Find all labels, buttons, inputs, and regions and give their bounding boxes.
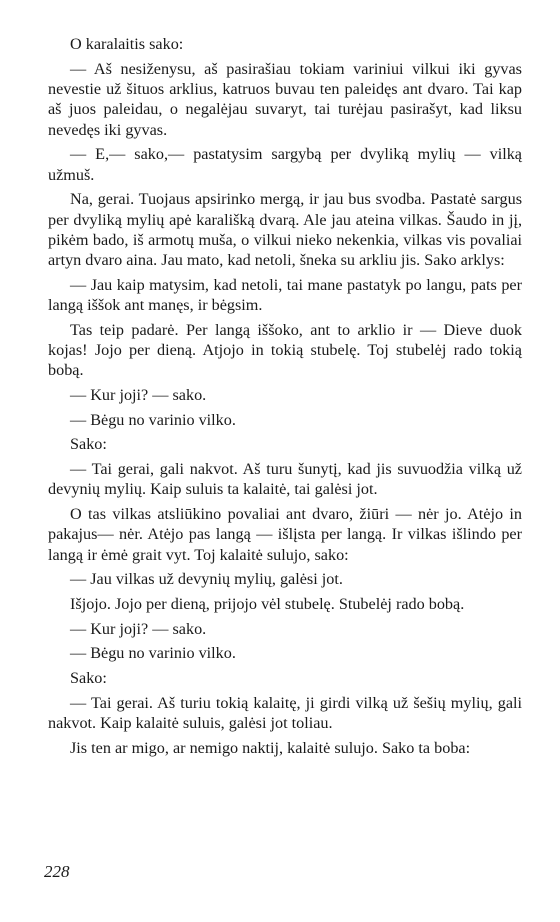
- paragraph: Sako:: [70, 435, 107, 454]
- paragraph: — Jau kaip matysim, kad netoli, tai mane pastatyk po langu, pats per langą iššok ant manęs, ir bėgsim.: [48, 275, 522, 315]
- paragraph: Na, gerai. Tuojaus apsirinko mergą, ir jau bus svodba. Pastatė sargus per dvyliką mylių apė karališką dvarą. Ale jau ateina vilkas. Šaudo in jį, pikėm bado, iš armotų muša, o vilkui nieko nekenkia, vilkas vis povaliai artyn dvaro aina. Jau mato, kad netoli, šneka su arkliu jis. Sako arklys:: [48, 190, 522, 270]
- paragraph: — Bėgu no varinio vilko.: [70, 644, 236, 663]
- paragraph: O tas vilkas atsliūkino povaliai ant dvaro, žiūri — nėr jo. Atėjo in pakajus— nėr. Atėjo pas langą — išlįsta per langą. Ir vilkas išlindo per langą ir ėmė grait vyt. Toj kalaitė sulujo, sako:: [48, 505, 522, 564]
- paragraph: Tas teip padarė. Per langą iššoko, ant to arklio ir — Dieve duok kojas! Jojo per dieną. Atjojo in tokią stubelę. Toj stubelėj rado tokią bobą.: [48, 320, 522, 380]
- page-number: 228: [44, 862, 70, 881]
- paragraph: — Kur joji? — sako.: [70, 619, 207, 638]
- paragraph: — Tai gerai, gali nakvot. Aš turu šunytį, kad jis suvuodžia vilką už devynių mylių. Kaip suluis ta kalaitė, tai galėsi jot.: [48, 460, 522, 499]
- paragraph: — E,— sako,— pastatysim sargybą per dvyliką mylių — vilką užmuš.: [48, 145, 522, 184]
- paragraph: Sako:: [70, 669, 107, 688]
- paragraph: Jis ten ar migo, ar nemigo naktij, kalaitė sulujo. Sako ta boba:: [70, 738, 471, 757]
- paragraph: — Tai gerai. Aš turiu tokią kalaitę, ji girdi vilką už šešių mylių, gali nakvot. Kaip kalaitė suluis, galėsi jot toliau.: [48, 693, 522, 733]
- paragraph: O karalaitis sako:: [70, 35, 184, 53]
- text-column: [48, 34, 522, 763]
- paragraph: — Bėgu no varinio vilko.: [70, 410, 236, 429]
- paragraph: — Jau vilkas už devynių mylių, galėsi jot.: [70, 570, 343, 589]
- paragraph: Išjojo. Jojo per dieną, prijojo vėl stubelę. Stubelėj rado bobą.: [70, 595, 465, 614]
- paragraph: — Aš nesiženysu, aš pasirašiau tokiam variniui vilkui iki gyvas nevestie už šituos arklius, katruos buvau ten paleidęs ant dvaro. Tai kap aš juos paleidau, o negalėjau suvaryt, tai turėjau pasirašyt, kad liksu nevedęs iki gyvas.: [48, 59, 522, 139]
- paragraph: — Kur joji? — sako.: [70, 386, 207, 405]
